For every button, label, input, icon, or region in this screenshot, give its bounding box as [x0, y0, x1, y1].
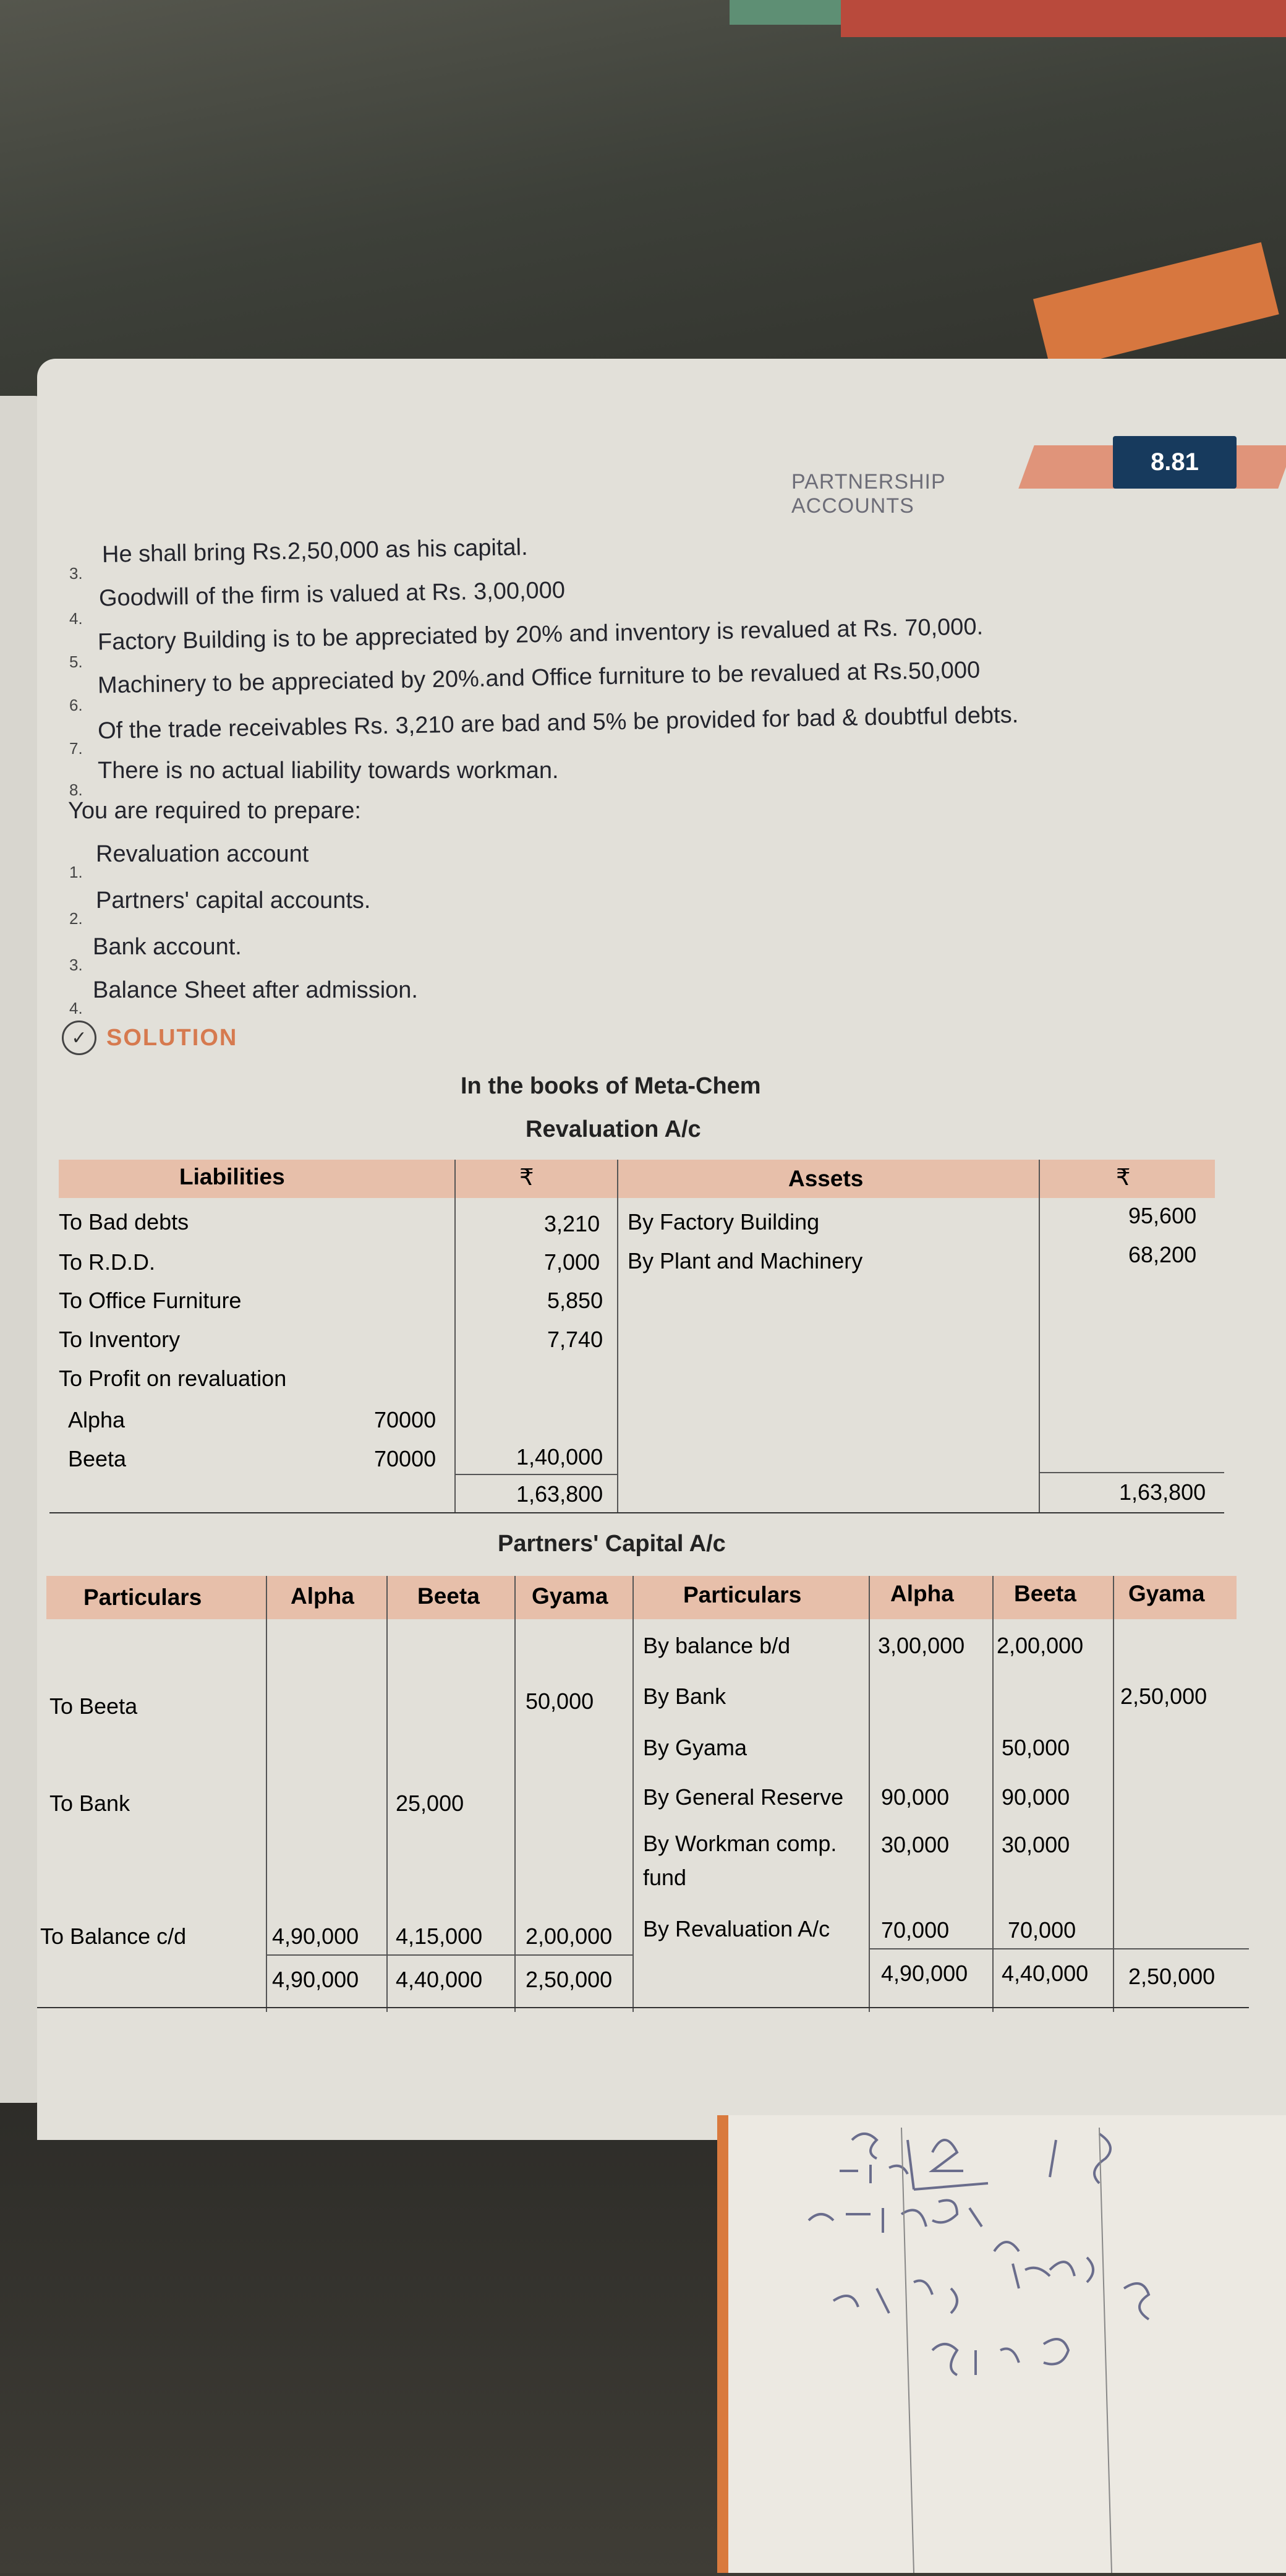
capital-header-beeta: Beeta	[417, 1583, 480, 1609]
capital-credit-beeta: 50,000	[1002, 1735, 1070, 1760]
revaluation-debit-amount: 3,210	[544, 1211, 600, 1236]
capital-credit-beeta: 90,000	[1002, 1784, 1070, 1810]
solution-label: SOLUTION	[106, 1024, 238, 1051]
divider	[266, 1576, 267, 2012]
divider	[869, 1948, 1249, 1949]
capital-credit-label: fund	[643, 1865, 687, 1890]
divider	[37, 2007, 1249, 2008]
divider	[266, 1954, 632, 1956]
term-text: Of the trade receivables Rs. 3,210 are bad and 5% be provided for bad & doubtful debts.	[97, 702, 1019, 744]
capital-debit-total-beeta: 4,40,000	[396, 1967, 483, 1992]
revaluation-debit-label: To Profit on revaluation	[59, 1366, 287, 1391]
capital-title: Partners' Capital A/c	[498, 1531, 726, 1557]
revaluation-credit-amount: 68,200	[1128, 1242, 1197, 1267]
term-number: 4.	[69, 609, 83, 628]
revaluation-credit-label: By Plant and Machinery	[628, 1248, 863, 1273]
handwriting-scribble-icon	[728, 2115, 1285, 2573]
required-item: Bank account.	[93, 934, 242, 960]
revaluation-debit-label: To Office Furniture	[59, 1288, 242, 1313]
revaluation-debit-amount: 7,000	[544, 1249, 600, 1275]
section-header: PARTNERSHIP ACCOUNTS	[791, 470, 946, 518]
capital-header-beeta: Beeta	[1014, 1581, 1076, 1606]
solution-heading	[62, 1021, 237, 1055]
background-strip-red	[841, 0, 1286, 37]
revaluation-title: Revaluation A/c	[526, 1116, 701, 1142]
revaluation-header-rupee: ₹	[1116, 1165, 1131, 1190]
revaluation-credit-amount: 95,600	[1128, 1203, 1197, 1228]
divider	[454, 1474, 617, 1475]
term-number: 8.	[69, 781, 83, 799]
term-number: 3.	[69, 564, 83, 583]
notebook-scrap	[717, 2115, 1286, 2573]
term-number: 5.	[69, 653, 83, 671]
divider	[632, 1576, 634, 2012]
capital-credit-beeta: 70,000	[1008, 1917, 1076, 1943]
profit-total: 1,40,000	[516, 1444, 603, 1470]
revaluation-debit-amount: 5,850	[547, 1288, 603, 1313]
capital-credit-alpha: 90,000	[881, 1784, 950, 1810]
capital-debit-total-gyama: 2,50,000	[526, 1967, 613, 1992]
capital-credit-alpha: 70,000	[881, 1917, 950, 1943]
term-text: Factory Building is to be appreciated by 20% and inventory is revalued at Rs. 70,000.	[97, 614, 984, 656]
page-number: 8.81	[1113, 436, 1237, 489]
required-item: Balance Sheet after admission.	[93, 977, 418, 1003]
capital-credit-label: By Workman comp.	[643, 1831, 837, 1856]
required-number: 4.	[69, 999, 83, 1017]
capital-credit-label: By Revaluation A/c	[643, 1916, 830, 1941]
check-circle-icon: ✓	[62, 1021, 96, 1055]
capital-credit-beeta: 30,000	[1002, 1832, 1070, 1857]
term-text: There is no actual liability towards workman.	[98, 758, 559, 784]
divider	[617, 1160, 618, 1512]
required-intro: You are required to prepare:	[68, 798, 361, 824]
capital-debit-label: To Balance c/d	[40, 1923, 187, 1949]
divider	[49, 1512, 1224, 1513]
capital-header-alpha: Alpha	[291, 1583, 354, 1609]
capital-credit-beeta: 2,00,000	[997, 1633, 1084, 1658]
term-number: 6.	[69, 696, 83, 714]
capital-debit-label: To Bank	[49, 1791, 130, 1816]
capital-credit-total-beeta: 4,40,000	[1002, 1961, 1089, 1986]
revaluation-header-assets: Assets	[788, 1166, 864, 1191]
divider	[1113, 1576, 1114, 2012]
capital-credit-total-gyama: 2,50,000	[1128, 1964, 1216, 1989]
capital-credit-label: By Gyama	[643, 1735, 747, 1760]
term-text: He shall bring Rs.2,50,000 as his capital.	[101, 534, 528, 568]
capital-debit-alpha: 4,90,000	[272, 1923, 359, 1949]
divider	[386, 1576, 388, 2012]
divider	[992, 1576, 994, 2012]
divider	[514, 1576, 516, 2012]
capital-debit-gyama: 50,000	[526, 1688, 594, 1714]
revaluation-credit-label: By Factory Building	[628, 1209, 820, 1235]
revaluation-header-rupee: ₹	[519, 1165, 534, 1190]
divider	[454, 1160, 456, 1512]
divider	[869, 1576, 870, 2012]
revaluation-debit-total: 1,63,800	[516, 1481, 603, 1507]
revaluation-header-liabilities: Liabilities	[179, 1164, 285, 1189]
divider	[1039, 1160, 1040, 1512]
capital-header-gyama: Gyama	[1128, 1581, 1205, 1606]
required-number: 3.	[69, 956, 83, 974]
required-number: 2.	[69, 909, 83, 928]
capital-credit-alpha: 30,000	[881, 1832, 950, 1857]
capital-debit-gyama: 2,00,000	[526, 1923, 613, 1949]
revaluation-debit-label: To R.D.D.	[59, 1249, 156, 1275]
capital-credit-total-alpha: 4,90,000	[881, 1961, 968, 1986]
revaluation-credit-total: 1,63,800	[1119, 1479, 1206, 1505]
term-text: Machinery to be appreciated by 20%.and Office furniture to be revalued at Rs.50,000	[97, 657, 981, 699]
divider	[1039, 1472, 1224, 1473]
capital-header-particulars: Particulars	[83, 1585, 202, 1610]
capital-debit-beeta: 25,000	[396, 1791, 464, 1816]
term-number: 7.	[69, 739, 83, 758]
revaluation-debit-label: To Bad debts	[59, 1209, 189, 1235]
capital-credit-gyama: 2,50,000	[1120, 1684, 1207, 1709]
revaluation-debit-amount: 7,740	[547, 1327, 603, 1352]
required-item: Partners' capital accounts.	[96, 888, 371, 914]
profit-share-amount: 70000	[374, 1407, 436, 1432]
capital-header-gyama: Gyama	[532, 1583, 608, 1609]
profit-share-label: Beeta	[68, 1446, 127, 1471]
capital-credit-label: By Bank	[643, 1684, 726, 1709]
capital-header-particulars: Particulars	[683, 1582, 802, 1607]
required-item: Revaluation account	[96, 841, 309, 867]
revaluation-debit-label: To Inventory	[59, 1327, 181, 1352]
capital-header-alpha: Alpha	[890, 1581, 954, 1606]
books-title: In the books of Meta-Chem	[461, 1073, 761, 1099]
capital-debit-label: To Beeta	[49, 1693, 138, 1719]
profit-share-amount: 70000	[374, 1446, 436, 1471]
capital-credit-alpha: 3,00,000	[878, 1633, 965, 1658]
profit-share-label: Alpha	[68, 1407, 126, 1432]
capital-credit-label: By General Reserve	[643, 1784, 844, 1810]
term-text: Goodwill of the firm is valued at Rs. 3,00,000	[98, 577, 566, 612]
required-number: 1.	[69, 863, 83, 881]
capital-debit-total-alpha: 4,90,000	[272, 1967, 359, 1992]
capital-debit-beeta: 4,15,000	[396, 1923, 483, 1949]
capital-credit-label: By balance b/d	[643, 1633, 791, 1658]
